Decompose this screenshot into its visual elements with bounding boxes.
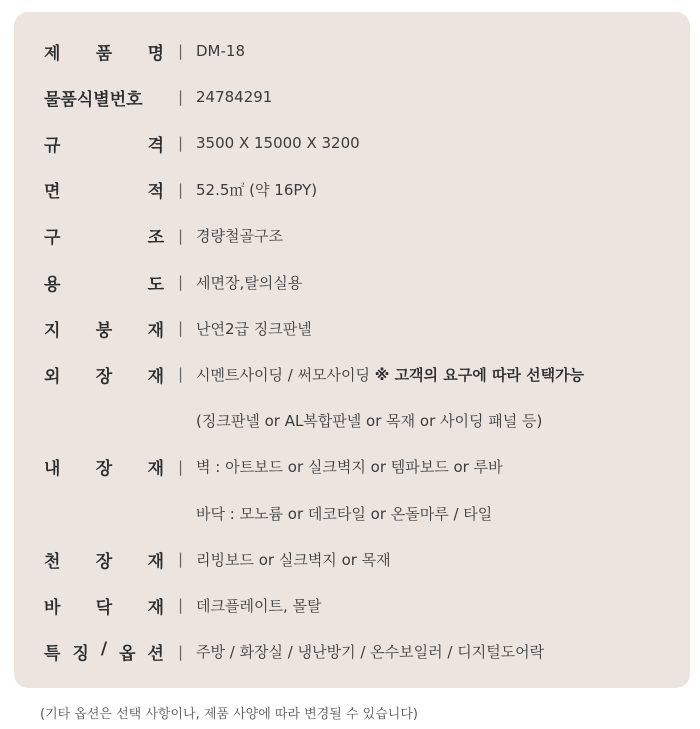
spec-value-text: 경량철골구조	[196, 227, 283, 246]
spec-label-char: 재	[147, 551, 164, 572]
spec-value-text: DM-18	[196, 42, 245, 60]
spec-value	[196, 88, 272, 106]
spec-row	[44, 36, 680, 66]
spec-label-char: 장	[95, 551, 113, 572]
spec-label-char: 제	[44, 43, 61, 64]
spec-value	[196, 595, 321, 616]
spec-row	[44, 544, 680, 574]
spec-label	[44, 316, 164, 341]
spec-separator: |	[178, 365, 184, 384]
spec-value	[196, 225, 283, 246]
spec-value-text: 주방 / 화장실 / 냉난방기 / 온수보일러 / 디지털도어락	[196, 643, 545, 662]
spec-label-char: 조	[147, 228, 164, 249]
spec-label-char: /	[100, 639, 108, 660]
spec-value	[196, 272, 302, 293]
spec-row	[44, 590, 680, 620]
spec-label-char: 도	[147, 274, 164, 295]
spec-value	[196, 641, 544, 662]
spec-separator: |	[178, 88, 184, 107]
spec-label-char: 재	[147, 597, 164, 618]
spec-separator: |	[178, 457, 184, 476]
spec-label	[44, 85, 164, 110]
spec-value	[196, 318, 312, 339]
spec-value	[196, 503, 492, 524]
spec-label-char: 닥	[95, 597, 113, 618]
spec-separator: |	[178, 273, 184, 291]
spec-label-char: 물품식별번호	[44, 89, 143, 110]
spec-label-char: 적	[147, 182, 164, 203]
spec-row	[44, 498, 680, 528]
spec-row	[44, 452, 680, 482]
spec-value-text: 데크플레이트, 몰탈	[196, 596, 322, 615]
spec-label	[44, 547, 164, 572]
spec-label-char: 지	[44, 320, 61, 341]
spec-value	[196, 42, 245, 60]
spec-label-char: 장	[95, 459, 113, 480]
spec-label-char: 면	[44, 182, 61, 203]
spec-row	[44, 313, 680, 343]
spec-label-char: 격	[147, 135, 164, 156]
spec-label-char: 징	[72, 644, 89, 665]
spec-row	[44, 175, 680, 205]
spec-label-char: 규	[44, 135, 61, 156]
spec-row	[44, 82, 680, 112]
spec-value-text: 24784291	[196, 88, 273, 107]
spec-label-char: 장	[95, 366, 113, 387]
spec-value-text: 리빙보드 or 실크벽지 or 목재	[196, 550, 391, 569]
spec-label-char: 구	[44, 228, 61, 249]
spec-value-text: 벽 : 아트보드 or 실크벽지 or 템파보드 or 루바	[196, 458, 503, 477]
spec-label	[44, 39, 164, 64]
spec-label	[44, 362, 164, 387]
spec-separator: |	[178, 550, 184, 569]
spec-label	[44, 270, 164, 295]
footnote: (기타 옵션은 선택 사항이나, 제품 사양에 따라 변경될 수 있습니다)	[40, 707, 418, 722]
spec-value-text: (징크판넬 or AL복합판넬 or 목재 or 사이딩 패널 등)	[196, 412, 543, 431]
spec-label-char: 내	[44, 459, 61, 480]
spec-separator: |	[178, 134, 184, 153]
spec-value-text: 세면장,탈의실용	[196, 273, 303, 292]
spec-label	[44, 639, 164, 664]
spec-row	[44, 637, 680, 667]
spec-row	[44, 359, 680, 389]
spec-label-char: 션	[147, 644, 164, 665]
spec-label-char: 재	[147, 459, 164, 480]
spec-label-char: 외	[44, 366, 61, 387]
spec-card	[14, 12, 690, 688]
spec-row	[44, 221, 680, 251]
spec-label-char: 품	[95, 43, 113, 64]
spec-value-text: 난연2급 징크판넬	[196, 319, 312, 338]
spec-row	[44, 267, 680, 297]
spec-value	[196, 549, 391, 570]
spec-label-char: 붕	[95, 320, 113, 341]
spec-label-char: 천	[44, 551, 61, 572]
spec-label	[44, 593, 164, 618]
spec-value-note: ※ 고객의 요구에 따라 선택가능	[374, 365, 585, 384]
spec-label-char: 바	[44, 597, 61, 618]
spec-label-char: 용	[44, 274, 61, 295]
spec-row	[44, 128, 680, 158]
spec-label	[44, 131, 164, 156]
spec-value-text: 3500 X 15000 X 3200	[196, 134, 360, 153]
spec-label	[44, 177, 164, 202]
spec-separator: |	[178, 42, 184, 60]
spec-value-text: 52.5㎡ (약 16PY)	[196, 181, 318, 200]
spec-value	[196, 410, 542, 431]
spec-label-char: 특	[44, 644, 61, 665]
spec-separator: |	[178, 596, 184, 615]
spec-label	[44, 223, 164, 248]
spec-label-char: 옵	[119, 644, 136, 665]
spec-label-char: 재	[147, 320, 164, 341]
spec-separator: |	[178, 226, 184, 245]
spec-separator: |	[178, 642, 184, 661]
spec-label-char: 재	[147, 366, 164, 387]
spec-row	[44, 406, 680, 436]
spec-value	[196, 456, 503, 477]
spec-value-text: 시멘트사이딩 / 써모사이딩	[196, 365, 370, 384]
spec-value	[196, 179, 317, 200]
spec-value	[196, 364, 584, 385]
spec-value-text: 바닥 : 모노륨 or 데코타일 or 온돌마루 / 타일	[196, 504, 493, 523]
spec-label-char: 명	[147, 43, 164, 64]
spec-value	[196, 134, 360, 152]
spec-separator: |	[178, 319, 184, 338]
spec-label	[44, 454, 164, 479]
spec-separator: |	[178, 180, 184, 199]
